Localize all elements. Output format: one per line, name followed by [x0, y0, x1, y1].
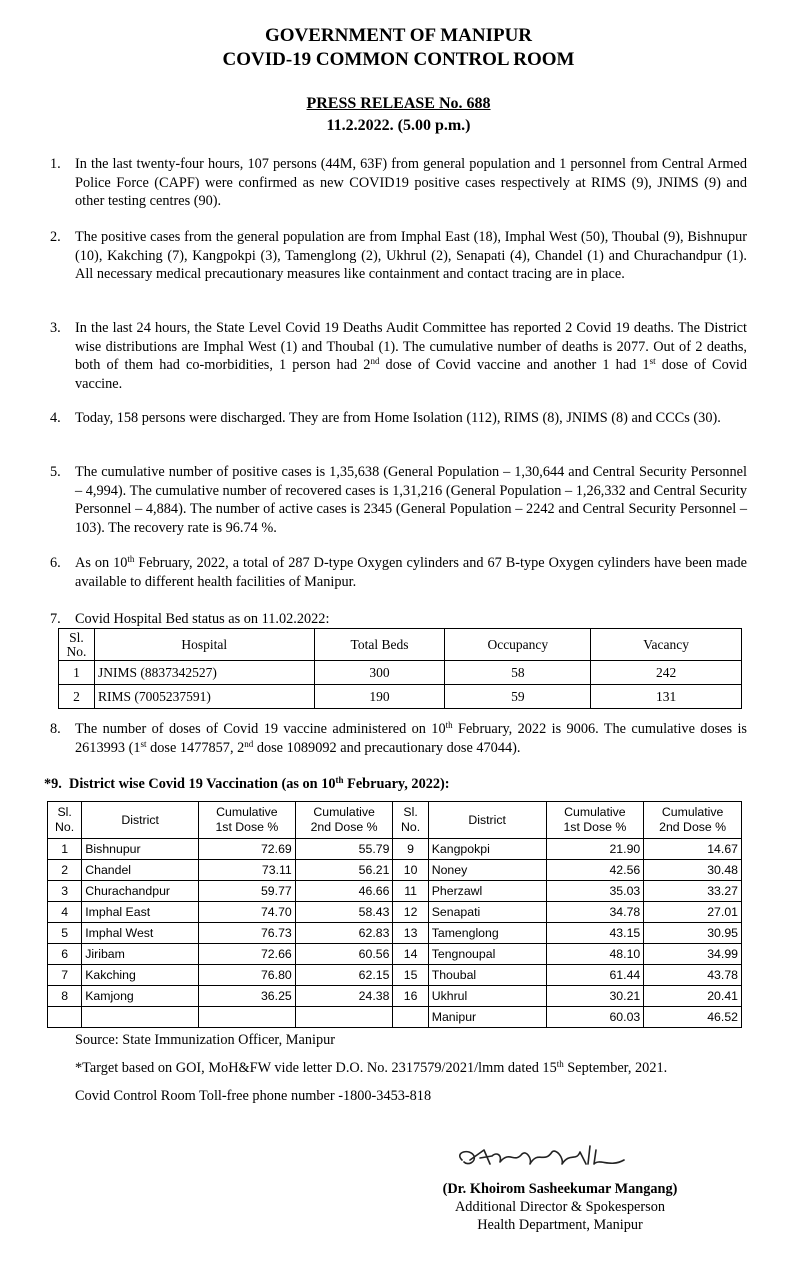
header-district: District	[82, 802, 199, 839]
cell-first-dose: 74.70	[199, 902, 296, 923]
header-occupancy: Occupancy	[445, 629, 591, 661]
cell-second-dose: 46.66	[295, 881, 393, 902]
header-second-dose: Cumulative 2nd Dose %	[644, 802, 742, 839]
cell-second-dose: 33.27	[644, 881, 742, 902]
paragraph-text: Today, 158 persons were discharged. They are from Home Isolation (112), RIMS (8), JNIMS (8) and CCCs (30).	[75, 410, 721, 426]
header-sl-no: Sl. No.	[48, 802, 82, 839]
cell-second-dose: 60.56	[295, 944, 393, 965]
cell-district: Chandel	[82, 860, 199, 881]
cell-second-dose: 62.15	[295, 965, 393, 986]
paragraph-number: 3.	[50, 320, 61, 336]
cell-second-dose: 56.21	[295, 860, 393, 881]
target-note: *Target based on GOI, MoH&FW vide letter D.O. No. 2317579/2021/lmm dated 15th September, 2021.	[75, 1059, 668, 1076]
table-row	[48, 944, 742, 965]
press-release-title: PRESS RELEASE No. 688	[306, 95, 491, 112]
cell-second-dose: 30.95	[644, 923, 742, 944]
cell-district-total: Manipur	[428, 1007, 546, 1028]
cell-total-beds: 300	[314, 661, 445, 685]
cell-second-dose: 27.01	[644, 902, 742, 923]
cell-second-dose-total: 46.52	[644, 1007, 742, 1028]
cell-sl: 3	[48, 881, 82, 902]
paragraph-number: 5.	[50, 464, 61, 480]
cell-second-dose: 24.38	[295, 986, 393, 1007]
cell-first-dose: 34.78	[546, 902, 644, 923]
cell-district: Noney	[428, 860, 546, 881]
cell-district: Kangpokpi	[428, 839, 546, 860]
header-hospital: Hospital	[94, 629, 314, 661]
paragraph-number: 1.	[50, 156, 61, 172]
paragraph-number: 2.	[50, 229, 61, 245]
table-row	[48, 860, 742, 881]
cell-sl: 2	[48, 860, 82, 881]
press-release-date: 11.2.2022. (5.00 p.m.)	[326, 117, 471, 134]
cell-district: Kakching	[82, 965, 199, 986]
paragraph-text: As on 10th February, 2022, a total of 287 D-type Oxygen cylinders and 67 B-type Oxygen cylinders have been made available to different health facilities of Manipur.	[75, 554, 747, 590]
cell-empty	[295, 1007, 393, 1028]
cell-second-dose: 58.43	[295, 902, 393, 923]
cell-second-dose: 62.83	[295, 923, 393, 944]
cell-district: Ukhrul	[428, 986, 546, 1007]
cell-first-dose: 43.15	[546, 923, 644, 944]
table-row	[48, 986, 742, 1007]
cell-first-dose: 73.11	[199, 860, 296, 881]
cell-district: Imphal East	[82, 902, 199, 923]
cell-sl: 1	[48, 839, 82, 860]
hospital-bed-table	[58, 628, 742, 709]
cell-sl: 14	[393, 944, 428, 965]
header-first-dose: Cumulative 1st Dose %	[546, 802, 644, 839]
header-vacancy: Vacancy	[591, 629, 742, 661]
signature-image	[440, 1138, 640, 1172]
cell-district: Kamjong	[82, 986, 199, 1007]
paragraph-text: In the last 24 hours, the State Level Covid 19 Deaths Audit Committee has reported 2 Covid 19 deaths. The District wise distributions are Imphal West (1) and Thoubal (1). The cumulative number of deaths is 2077. Out of 2 deaths, both of them had co-morbidities, 1 person had 2nd dose of Covid vaccine and another 1 had 1st dose of Covid vaccine.	[75, 320, 748, 392]
table-row	[48, 839, 742, 860]
header-district: District	[428, 802, 546, 839]
cell-first-dose: 30.21	[546, 986, 644, 1007]
signatory-name: (Dr. Khoirom Sasheekumar Mangang)	[442, 1181, 678, 1197]
header-control-room: COVID-19 COMMON CONTROL ROOM	[222, 49, 575, 70]
cell-district: Imphal West	[82, 923, 199, 944]
cell-second-dose: 20.41	[644, 986, 742, 1007]
cell-first-dose: 21.90	[546, 839, 644, 860]
cell-first-dose: 42.56	[546, 860, 644, 881]
cell-first-dose: 76.80	[199, 965, 296, 986]
paragraph-text: The positive cases from the general population are from Imphal East (18), Imphal West (50), Thoubal (9), Bishnupur (10), Kakching (7), Kangpokpi (3), Tamenglong (2), Ukhrul (2), Senapati (4), Chandel (1) and Churachandpur (1). All necessary medical precautionary measures like containment and contact tracing are in place.	[75, 229, 747, 282]
table-row	[59, 685, 742, 709]
vaccination-table-body	[48, 839, 742, 1028]
cell-vacancy: 131	[591, 685, 742, 709]
cell-district: Pherzawl	[428, 881, 546, 902]
cell-empty	[199, 1007, 296, 1028]
cell-hospital: RIMS (7005237591)	[94, 685, 314, 709]
paragraph-number: 4.	[50, 410, 61, 426]
cell-sl: 12	[393, 902, 428, 923]
header-total-beds: Total Beds	[314, 629, 445, 661]
paragraph-text: In the last twenty-four hours, 107 persons (44M, 63F) from general population and 1 personnel from Central Armed Police Force (CAPF) were confirmed as new COVID19 positive cases respectively at RIMS (9), JNIMS (9) and other testing centres (90).	[75, 156, 747, 209]
cell-occupancy: 59	[445, 685, 591, 709]
table-row	[59, 661, 742, 685]
cell-hospital: JNIMS (8837342527)	[94, 661, 314, 685]
cell-sl: 16	[393, 986, 428, 1007]
cell-first-dose: 48.10	[546, 944, 644, 965]
cell-second-dose: 30.48	[644, 860, 742, 881]
cell-district: Bishnupur	[82, 839, 199, 860]
cell-empty	[82, 1007, 199, 1028]
cell-sl: 11	[393, 881, 428, 902]
cell-sl: 9	[393, 839, 428, 860]
tollfree-note: Covid Control Room Toll-free phone number -1800-3453-818	[75, 1088, 432, 1104]
table-row	[48, 923, 742, 944]
table-row	[48, 902, 742, 923]
paragraph-text: The number of doses of Covid 19 vaccine administered on 10th February, 2022 is 9006. The cumulative doses is 2613993 (1st dose 1477857, 2nd dose 1089092 and precautionary dose 47044).	[75, 720, 747, 756]
cell-sl: 10	[393, 860, 428, 881]
header-government: GOVERNMENT OF MANIPUR	[264, 25, 533, 46]
cell-first-dose: 76.73	[199, 923, 296, 944]
table-row	[48, 965, 742, 986]
cell-sl: 1	[59, 661, 95, 685]
cell-sl: 2	[59, 685, 95, 709]
cell-first-dose: 59.77	[199, 881, 296, 902]
signatory-designation: Additional Director & Spokesperson	[454, 1199, 666, 1215]
cell-first-dose: 35.03	[546, 881, 644, 902]
cell-second-dose: 43.78	[644, 965, 742, 986]
cell-district: Jiribam	[82, 944, 199, 965]
cell-occupancy: 58	[445, 661, 591, 685]
paragraph-text: Covid Hospital Bed status as on 11.02.2022:	[75, 611, 330, 627]
cell-district: Churachandpur	[82, 881, 199, 902]
cell-sl: 15	[393, 965, 428, 986]
cell-sl: 4	[48, 902, 82, 923]
cell-sl: 8	[48, 986, 82, 1007]
cell-first-dose: 36.25	[199, 986, 296, 1007]
header-sl-no: Sl. No.	[393, 802, 428, 839]
paragraph-number: 6.	[50, 555, 61, 571]
vaccination-table	[47, 801, 742, 1028]
table-header-row	[48, 802, 742, 839]
cell-total-beds: 190	[314, 685, 445, 709]
cell-first-dose: 61.44	[546, 965, 644, 986]
cell-sl: 7	[48, 965, 82, 986]
cell-sl: 13	[393, 923, 428, 944]
vaccination-section-heading: *9. District wise Covid 19 Vaccination (as on 10th February, 2022):	[44, 775, 450, 792]
paragraph-number: 8.	[50, 721, 61, 737]
header-second-dose: Cumulative 2nd Dose %	[295, 802, 393, 839]
cell-sl: 5	[48, 923, 82, 944]
cell-district: Tamenglong	[428, 923, 546, 944]
source-note: Source: State Immunization Officer, Manipur	[75, 1032, 336, 1048]
cell-district: Senapati	[428, 902, 546, 923]
cell-second-dose: 55.79	[295, 839, 393, 860]
cell-first-dose-total: 60.03	[546, 1007, 644, 1028]
cell-first-dose: 72.69	[199, 839, 296, 860]
signatory-department: Health Department, Manipur	[477, 1217, 643, 1233]
cell-district: Tengnoupal	[428, 944, 546, 965]
cell-empty	[393, 1007, 428, 1028]
cell-second-dose: 34.99	[644, 944, 742, 965]
paragraph-text: The cumulative number of positive cases is 1,35,638 (General Population – 1,30,644 and Central Security Personnel – 4,994). The cumulative number of recovered cases is 1,31,216 (General Population – 1,26,332 and Central Security Personnel – 4,884). The number of active cases is 2345 (General Population – 2242 and Central Security Personnel – 103). The recovery rate is 96.74 %.	[75, 464, 747, 536]
table-row-total	[48, 1007, 742, 1028]
cell-empty	[48, 1007, 82, 1028]
table-header-row	[59, 629, 742, 661]
table-row	[48, 881, 742, 902]
header-sl-no: Sl. No.	[59, 629, 95, 661]
header-first-dose: Cumulative 1st Dose %	[199, 802, 296, 839]
cell-sl: 6	[48, 944, 82, 965]
cell-second-dose: 14.67	[644, 839, 742, 860]
cell-first-dose: 72.66	[199, 944, 296, 965]
cell-vacancy: 242	[591, 661, 742, 685]
cell-district: Thoubal	[428, 965, 546, 986]
paragraph-number: 7.	[50, 611, 61, 627]
